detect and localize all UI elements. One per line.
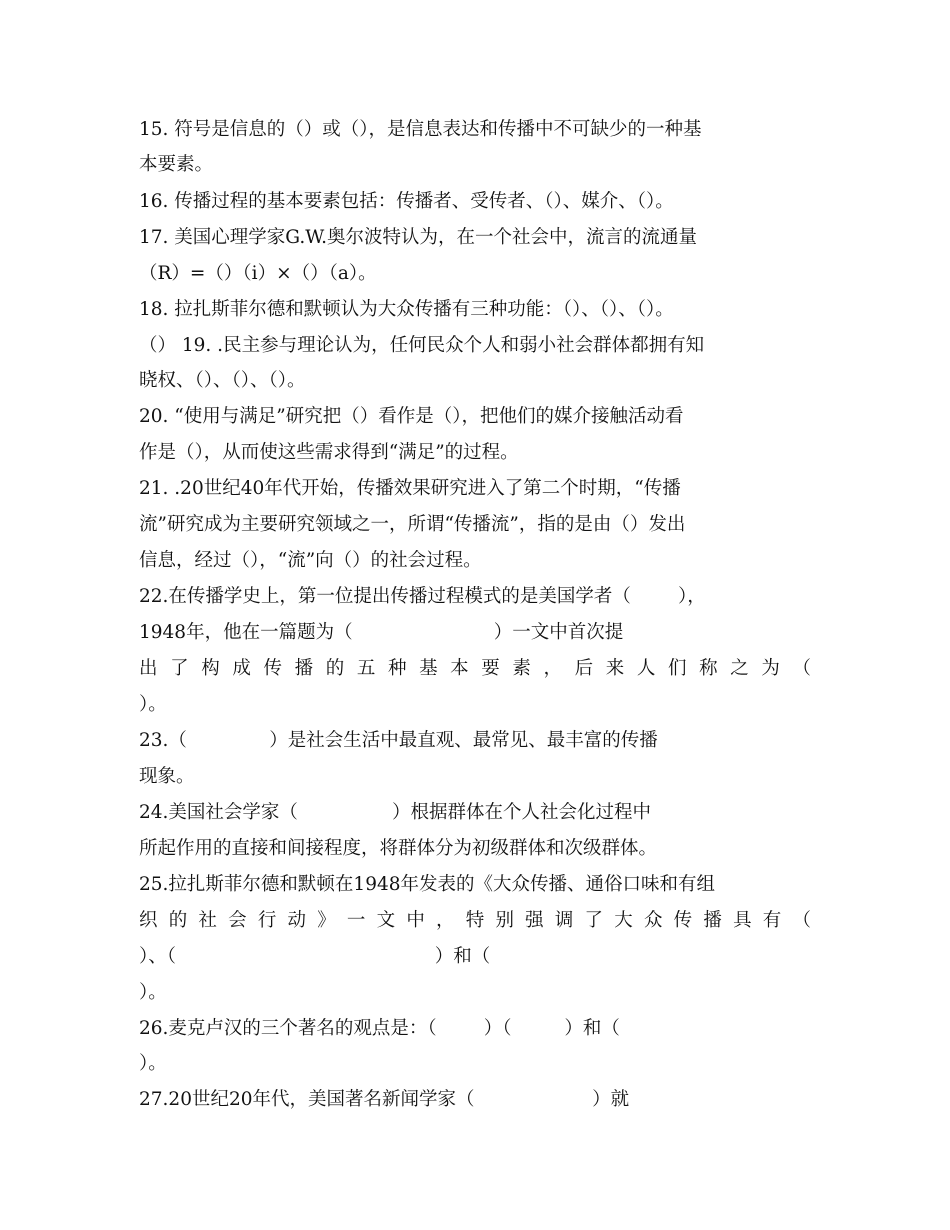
text-line: 1948年，他在一篇题为（ ）一文中首次提 (139, 622, 624, 643)
text-line: 22.在传播学史上，第一位提出传播过程模式的是美国学者（ ）， (139, 586, 706, 607)
text-line: 20. “使用与满足”研究把（）看作是（），把他们的媒介接触活动看 (139, 406, 684, 427)
text-line: 27.20世纪20年代，美国著名新闻学家（ ）就 (139, 1089, 630, 1110)
text-line: 现象。 (139, 766, 195, 787)
text-line: 流”研究成为主要研究领域之一，所谓“传播流”，指的是由（）发出 (139, 514, 686, 535)
text-line: 作是（），从而使这些需求得到“满足”的过程。 (139, 442, 519, 463)
text-line: 25.拉扎斯菲尔德和默顿在1948年发表的《大众传播、通俗口味和有组 (139, 874, 716, 895)
text-line: 信息，经过（），“流”向（）的社会过程。 (139, 550, 482, 571)
text-line: ）。 (139, 1053, 167, 1074)
text-line: ）、（ ）和（ (139, 946, 491, 967)
text-line: 16. 传播过程的基本要素包括：传播者、受传者、（）、媒介、（）。 (139, 191, 674, 212)
text-line: 本要素。 (139, 154, 214, 175)
text-line: 21. .20世纪40年代开始，传播效果研究进入了第二个时期，“传播 (139, 478, 681, 499)
text-line: 所起作用的直接和间接程度，将群体分为初级群体和次级群体。 (139, 838, 658, 859)
text-line: （R）=（）（i）×（）（a）。 (139, 263, 377, 284)
text-line: 17. 美国心理学家G.W.奥尔波特认为，在一个社会中，流言的流通量 (139, 227, 697, 248)
text-line: （） 19. .民主参与理论认为，任何民众个人和弱小社会群体都拥有知 (139, 335, 705, 356)
text-line: 15. 符号是信息的（）或（），是信息表达和传播中不可缺少的一种基 (139, 119, 702, 140)
text-line: 18. 拉扎斯菲尔德和默顿认为大众传播有三种功能：（）、（）、（）。 (139, 299, 674, 320)
text-line: 出了构成传播的五种基本要素，后来人们称之为（ (139, 658, 811, 679)
text-line: 24.美国社会学家（ ）根据群体在个人社会化过程中 (139, 802, 652, 823)
text-line: ）。 (139, 694, 167, 715)
text-line: 织的社会行动》一文中，特别强调了大众传播具有（ (139, 910, 811, 931)
text-line: 晓权、（）、（）、（）。 (139, 370, 306, 391)
text-line: 23.（ ）是社会生活中最直观、最常见、最丰富的传播 (139, 730, 658, 751)
text-line: 26.麦克卢汉的三个著名的观点是：（ ）（ ）和（ (139, 1018, 620, 1039)
text-line: ）。 (139, 982, 167, 1003)
